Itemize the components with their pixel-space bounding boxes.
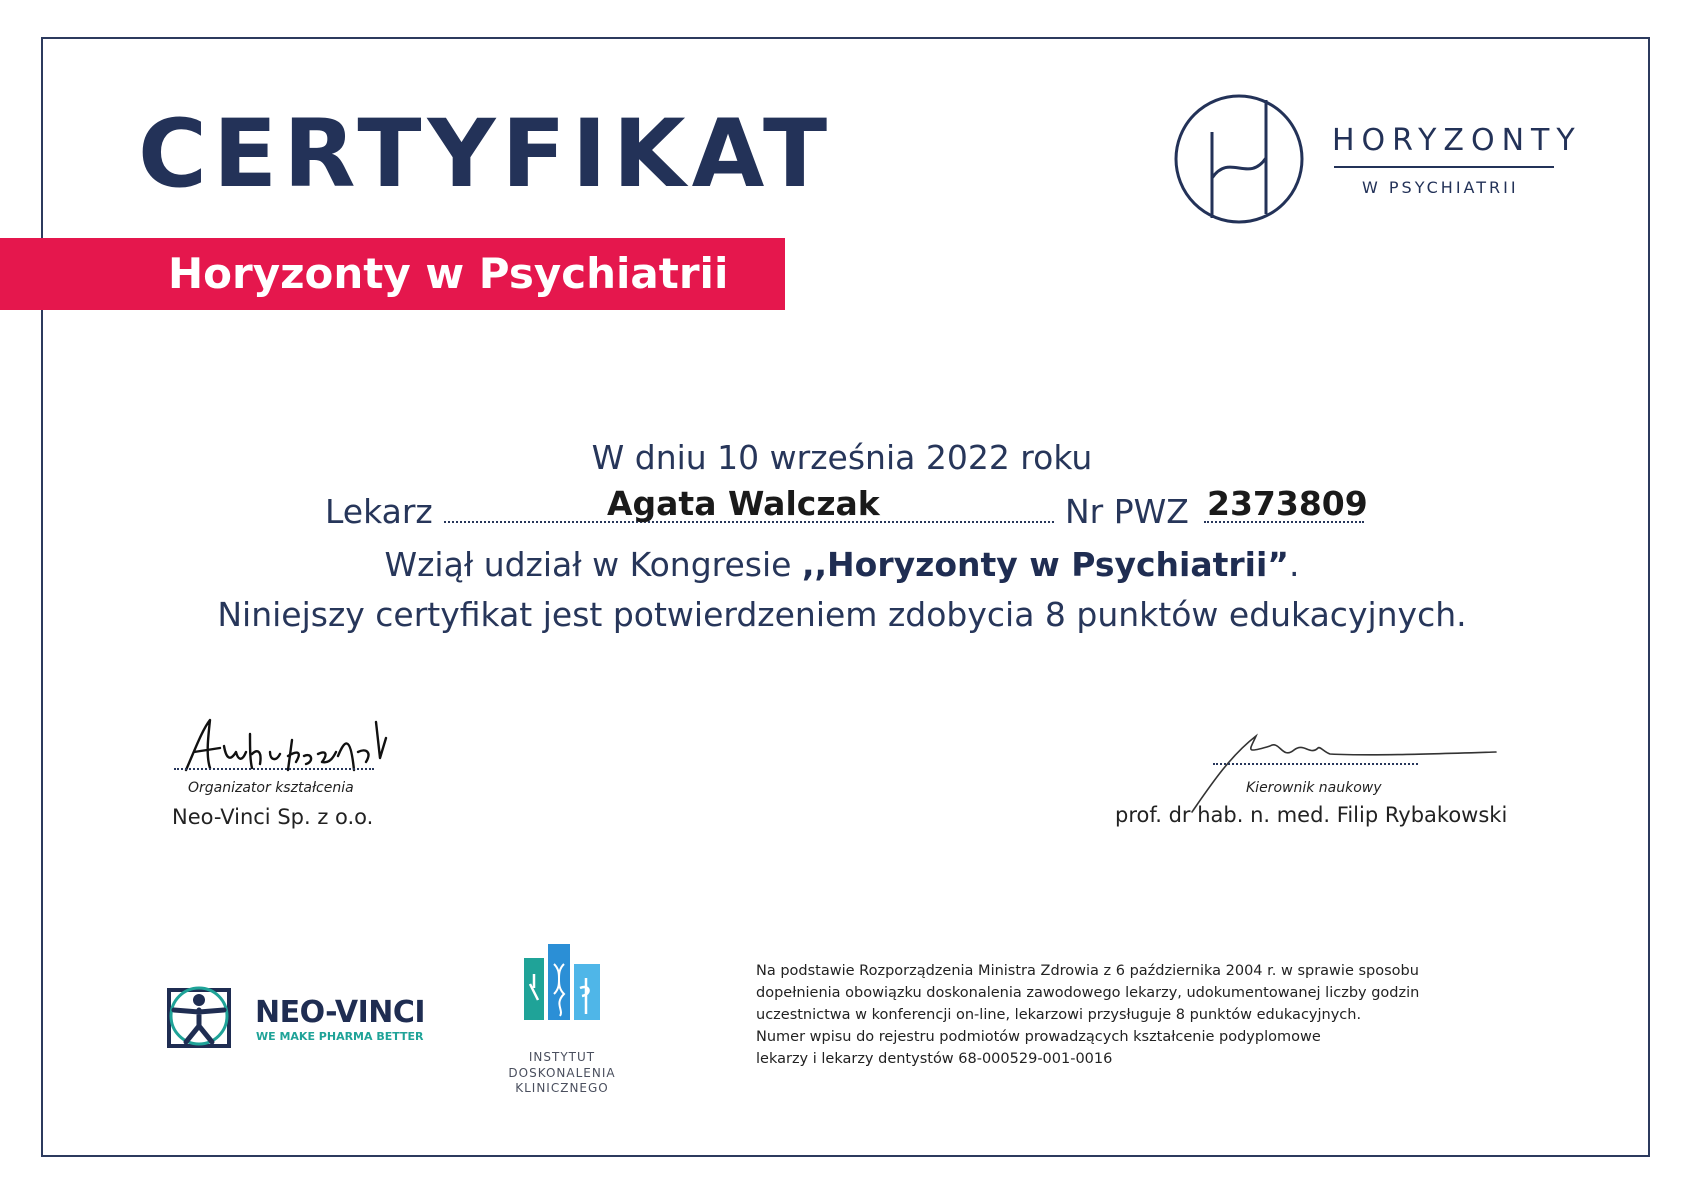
- horyzonty-logo-icon: [1172, 92, 1306, 226]
- banner-text: Horyzonty w Psychiatrii: [168, 249, 729, 298]
- idk-name: [490, 1050, 634, 1097]
- legal-line: lekarzy i lekarzy dentystów 68-000529-001-0016: [756, 1051, 1113, 1067]
- neo-vinci-tagline: WE MAKE PHARMA BETTER: [256, 1030, 424, 1043]
- legal-notice: [756, 960, 1516, 1070]
- organizer-signature: [180, 712, 400, 782]
- pwz-number: 2373809: [1207, 484, 1368, 523]
- legal-line: dopełnienia obowiązku doskonalenia zawodowego lekarzy, udokumentowanej liczby godzin: [756, 985, 1420, 1001]
- idk-logo-icon: [520, 944, 604, 1020]
- lekarz-label: Lekarz: [325, 492, 433, 531]
- doctor-name: Agata Walczak: [607, 484, 880, 523]
- date-line: W dniu 10 września 2022 roku: [591, 438, 1093, 477]
- pwz-label: Nr PWZ: [1065, 492, 1189, 531]
- neo-vinci-logo-icon: [166, 980, 232, 1050]
- director-name: prof. dr hab. n. med. Filip Rybakowski: [1115, 803, 1508, 827]
- certificate-title: CERTYFIKAT: [138, 100, 834, 209]
- points-statement: Niniejszy certyfikat jest potwierdzeniem zdobycia 8 punktów edukacyjnych.: [217, 595, 1467, 634]
- idk-line: DOSKONALENIA: [508, 1065, 616, 1080]
- legal-line: Numer wpisu do rejestru podmiotów prowadzących kształcenie podyplomowe: [756, 1029, 1321, 1045]
- neo-vinci-name: NEO-VINCI: [255, 995, 426, 1030]
- director-role: Kierownik naukowy: [1246, 780, 1382, 796]
- kongres-prefix: Wziął udział w Kongresie: [384, 545, 802, 584]
- legal-line: Na podstawie Rozporządzenia Ministra Zdrowia z 6 października 2004 r. w sprawie sposobu: [756, 963, 1419, 979]
- kongres-line: [0, 545, 1684, 585]
- organizer-role: Organizator kształcenia: [188, 780, 354, 796]
- idk-line: INSTYTUT: [528, 1050, 596, 1064]
- director-signature-line: [1213, 763, 1418, 765]
- kongres-name: ,,Horyzonty w Psychiatrii”: [801, 545, 1289, 584]
- legal-line: uczestnictwa w konferencji on-line, lekarzowi przysługuje 8 punktów edukacyjnych.: [756, 1007, 1362, 1023]
- organizer-signature-line: [174, 768, 374, 770]
- logo-subtitle: W PSYCHIATRII: [1362, 178, 1519, 197]
- logo-divider: [1334, 166, 1554, 168]
- logo-wordmark: HORYZONTY: [1332, 123, 1582, 158]
- kongres-suffix: .: [1289, 545, 1300, 584]
- organizer-name: Neo-Vinci Sp. z o.o.: [172, 805, 374, 829]
- idk-line: KLINICZNEGO: [515, 1081, 609, 1096]
